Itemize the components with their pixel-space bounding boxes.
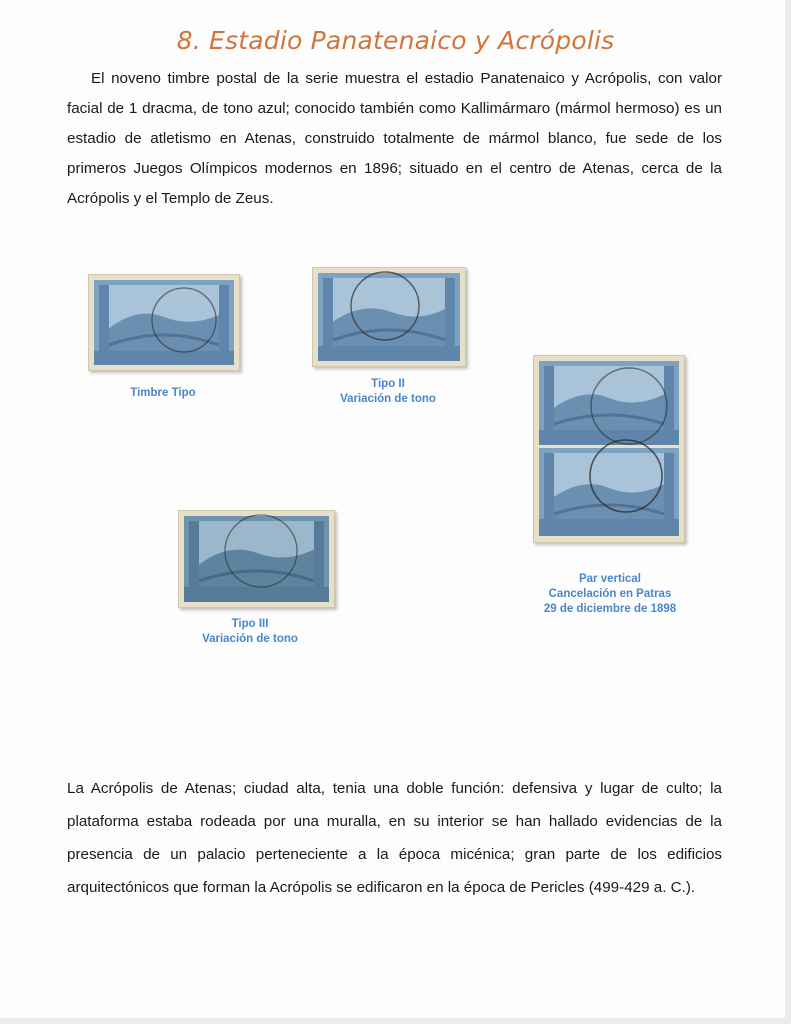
stamp-tipo-iii — [178, 510, 335, 608]
page-title: 8. Estadio Panatenaico y Acrópolis — [176, 26, 615, 55]
stamp-par-vertical — [533, 355, 685, 543]
intro-paragraph: El noveno timbre postal de la serie muestra el estadio Panatenaico y Acrópolis, con valor facial de 1 dracma, de tono azul; conocido también como Kallimármaro (mármol hermoso) es un estadio de atletismo en Atenas, construido totalmente de mármol blanco, fue sede de los primeros Juegos Olímpicos modernos en 1896; situado en el centro de Atenas, cerca de la Acrópolis y el Templo de Zeus. — [67, 70, 722, 207]
stamp-tipo-ii — [312, 267, 466, 367]
stamp-image — [179, 511, 334, 607]
caption-line: Tipo II — [371, 378, 405, 390]
caption-timbre-tipo — [88, 386, 238, 401]
caption-tipo-ii — [298, 377, 478, 407]
caption-par-vertical — [515, 572, 705, 617]
caption-line: Variación de tono — [340, 393, 436, 405]
stamp-image — [313, 268, 465, 366]
stamp-image — [89, 275, 239, 370]
caption-line: Tipo III — [231, 618, 269, 630]
stamp-timbre-tipo — [88, 274, 240, 371]
stamp-image — [534, 356, 684, 542]
caption-line: Variación de tono — [202, 633, 298, 645]
caption-line: Par vertical — [578, 573, 641, 585]
closing-paragraph: La Acrópolis de Atenas; ciudad alta, tenia una doble función: defensiva y lugar de culto; la plataforma estaba rodeada por una muralla, en su interior se han hallado evidencias de la presencia de un palacio perteneciente a la época micénica; gran parte de los edificios arquitectónicos que forman la Acrópolis se edificaron en la época de Pericles (499-429 a. C.). — [67, 780, 722, 896]
caption-line: Timbre Tipo — [130, 387, 196, 399]
caption-line: 29 de diciembre de 1898 — [543, 603, 677, 615]
caption-tipo-iii — [160, 617, 340, 647]
caption-line: Cancelación en Patras — [548, 588, 672, 600]
